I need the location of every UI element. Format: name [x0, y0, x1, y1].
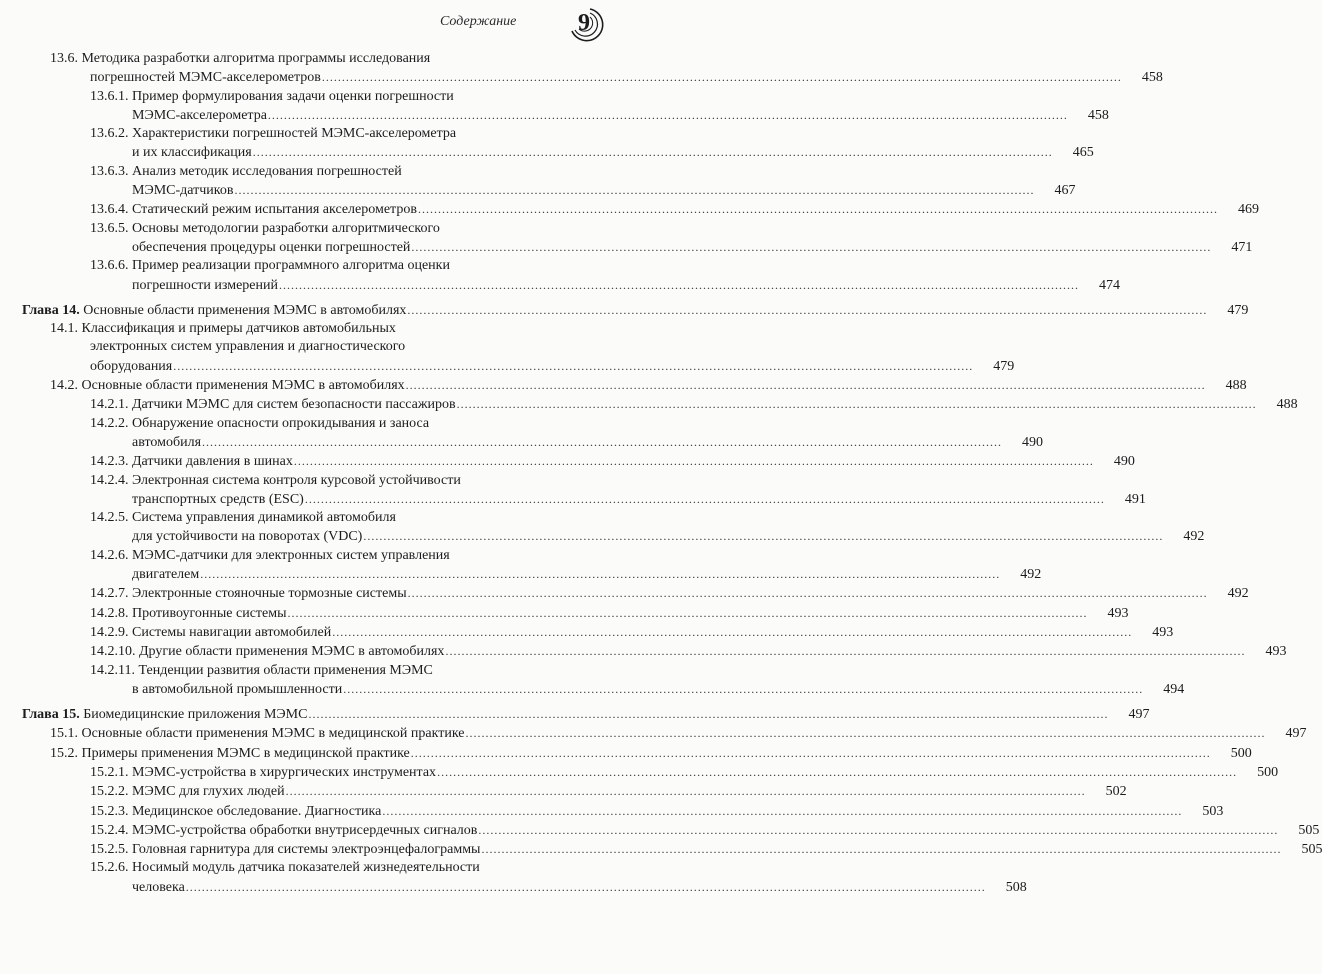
- toc-section-entry[interactable]: [0, 376, 1247, 395]
- leader-dots: ........................................................................................................................................................................................................: [321, 70, 1122, 85]
- leader-dots: ........................................................................................................................................................................................................: [445, 644, 1246, 659]
- toc-chapter-entry[interactable]: [0, 705, 1150, 724]
- leader-dots: ........................................................................................................................................................................................................: [185, 879, 986, 894]
- toc-entry-text: 13.6.3. Анализ методик исследования погрешностей: [90, 163, 402, 179]
- toc-entry-text: 14.2.9. Системы навигации автомобилей: [90, 624, 332, 640]
- toc-entry-text: погрешностей МЭМС-акселерометров: [90, 70, 321, 86]
- toc-page-number: 500: [1257, 764, 1279, 780]
- toc-page-number: 490: [1113, 454, 1135, 470]
- leader-dots: ........................................................................................................................................................................................................: [287, 605, 1088, 620]
- toc-entry-text: 14.2. Основные области применения МЭМС в автомобилях: [50, 378, 405, 394]
- toc-entry-text: 15.2.6. Носимый модуль датчика показателей жизнедеятельности: [90, 860, 480, 876]
- toc-subsection-entry[interactable]: [0, 642, 1287, 661]
- leader-dots: ........................................................................................................................................................................................................: [308, 707, 1109, 722]
- toc-entry-text: 15.2.3. Медицинское обследование. Диагностика: [90, 803, 382, 819]
- leader-dots: ........................................................................................................................................................................................................: [407, 586, 1208, 601]
- toc-entry-text: 14.2.8. Противоугонные системы: [90, 605, 287, 621]
- toc-page-number: 471: [1231, 239, 1253, 255]
- toc-section-entry[interactable]: [0, 744, 1252, 763]
- toc-subsection-entry[interactable]: [0, 840, 1322, 859]
- leader-dots: ........................................................................................................................................................................................................: [200, 567, 1001, 582]
- toc-page-number: 488: [1276, 397, 1298, 413]
- toc-entry-text: автомобиля: [132, 434, 202, 450]
- toc-page-number: 497: [1128, 707, 1150, 723]
- toc-entry-text: человека: [132, 879, 185, 895]
- toc-page-number: 493: [1265, 644, 1287, 660]
- toc-entry-text: МЭМС-датчиков: [132, 183, 234, 199]
- leader-dots: ........................................................................................................................................................................................................: [410, 745, 1211, 760]
- toc-page-number: 467: [1054, 183, 1076, 199]
- toc-subsection-entry[interactable]: [0, 509, 1205, 547]
- leader-dots: ........................................................................................................................................................................................................: [293, 454, 1094, 469]
- page-number: [566, 5, 606, 45]
- toc-page-number: 505: [1301, 842, 1322, 858]
- toc-page-number: 479: [1227, 302, 1249, 318]
- toc-page-number: 465: [1072, 145, 1094, 161]
- toc-section-entry[interactable]: [0, 320, 1015, 376]
- toc-entry-text: 14.2.4. Электронная система контроля курсовой устойчивости: [90, 472, 461, 488]
- toc-entry-text: оборудования: [90, 358, 173, 374]
- toc-page-number: 492: [1183, 529, 1205, 545]
- leader-dots: ........................................................................................................................................................................................................: [285, 784, 1086, 799]
- toc-subsection-entry[interactable]: [0, 415, 1044, 453]
- leader-dots: ........................................................................................................................................................................................................: [304, 491, 1105, 506]
- leader-dots: ........................................................................................................................................................................................................: [173, 358, 974, 373]
- page-number-value: 9: [578, 10, 590, 36]
- leader-dots: ........................................................................................................................................................................................................: [405, 378, 1206, 393]
- toc-entry-text: 14.2.5. Система управления динамикой автомобиля: [90, 510, 396, 526]
- toc-entry-text: 13.6.6. Пример реализации программного алгоритма оценки: [90, 258, 450, 274]
- toc-entry-text: погрешности измерений: [132, 277, 278, 293]
- toc-subsection-entry[interactable]: [0, 472, 1146, 510]
- toc-entry-text: 14.2.3. Датчики давления в шинах: [90, 454, 293, 470]
- toc-subsection-entry[interactable]: [0, 452, 1135, 471]
- toc-page-number: 474: [1098, 277, 1120, 293]
- toc-section-entry[interactable]: [0, 50, 1163, 88]
- leader-dots: ........................................................................................................................................................................................................: [478, 822, 1279, 837]
- toc-subsection-entry[interactable]: [0, 257, 1120, 295]
- leader-dots: ........................................................................................................................................................................................................: [456, 397, 1257, 412]
- toc-chapter-entry[interactable]: [0, 301, 1249, 320]
- toc-entry-text: 15.2.2. МЭМС для глухих людей: [90, 784, 285, 800]
- leader-dots: ........................................................................................................................................................................................................: [437, 764, 1238, 779]
- toc-page-number: 488: [1225, 378, 1247, 394]
- toc-subsection-entry[interactable]: [0, 763, 1279, 782]
- toc-entry-text: электронных систем управления и диагностического: [90, 339, 406, 355]
- leader-dots: ........................................................................................................................................................................................................: [202, 434, 1003, 449]
- toc-subsection-entry[interactable]: [0, 163, 1076, 201]
- toc-entry-text: в автомобильной промышленности: [132, 681, 343, 697]
- toc-entry-text: 13.6.1. Пример формулирования задачи оценки погрешности: [90, 88, 454, 104]
- toc-page-number: 458: [1087, 107, 1109, 123]
- leader-dots: ........................................................................................................................................................................................................: [407, 302, 1208, 317]
- toc-page-number: 494: [1163, 681, 1185, 697]
- toc-entry-text: двигателем: [132, 567, 200, 583]
- toc-entry-text: 15.2.4. МЭМС-устройства обработки внутрисердечных сигналов: [90, 822, 478, 838]
- toc-entry-text: 14.2.7. Электронные стояночные тормозные системы: [90, 586, 407, 602]
- leader-dots: ........................................................................................................................................................................................................: [332, 624, 1133, 639]
- toc-subsection-entry[interactable]: [0, 821, 1320, 840]
- toc-page-number: 508: [1005, 879, 1027, 895]
- toc-entry-text: 13.6.4. Статический режим испытания акселерометров: [90, 202, 417, 218]
- chapter-number: Глава 14.: [22, 302, 80, 318]
- leader-dots: ........................................................................................................................................................................................................: [382, 803, 1183, 818]
- toc-subsection-entry[interactable]: [0, 220, 1253, 258]
- leader-dots: ........................................................................................................................................................................................................: [465, 726, 1266, 741]
- leader-dots: ........................................................................................................................................................................................................: [481, 842, 1282, 857]
- toc-entry-text: и их классификация: [132, 145, 252, 161]
- toc-entry-text: 14.2.11. Тенденции развития области применения МЭМС: [90, 662, 433, 678]
- toc-subsection-entry[interactable]: [0, 200, 1259, 219]
- toc-subsection-entry[interactable]: [0, 547, 1042, 585]
- toc-page-number: 500: [1230, 745, 1252, 761]
- toc-subsection-entry[interactable]: [0, 125, 1094, 163]
- chapter-number: Глава 15.: [22, 707, 80, 723]
- toc-page-number: 493: [1152, 624, 1174, 640]
- toc-page-number: 497: [1285, 726, 1307, 742]
- toc-section-entry[interactable]: [0, 724, 1307, 743]
- running-header-title: Содержание: [440, 14, 517, 29]
- toc-subsection-entry[interactable]: [0, 662, 1185, 700]
- toc-page-number: 458: [1141, 70, 1163, 86]
- toc-entry-text: 14.2.1. Датчики МЭМС для систем безопасности пассажиров: [90, 397, 456, 413]
- toc-entry-text: для устойчивости на поворотах (VDC): [132, 529, 363, 545]
- toc-subsection-entry[interactable]: [0, 604, 1129, 623]
- toc-entry-text: МЭМС-акселерометра: [132, 107, 267, 123]
- toc-subsection-entry[interactable]: [0, 623, 1174, 642]
- toc-entry-text: 15.2.5. Головная гарнитура для системы электроэнцефалограммы: [90, 842, 481, 858]
- toc-subsection-entry[interactable]: [0, 88, 1109, 126]
- toc-entry-text: Основные области применения МЭМС в автомобилях: [83, 302, 407, 318]
- toc-entry-text: обеспечения процедуры оценки погрешностей: [132, 239, 411, 255]
- leader-dots: ........................................................................................................................................................................................................: [267, 107, 1068, 122]
- toc-page-number: 505: [1298, 822, 1320, 838]
- toc-subsection-entry[interactable]: [0, 782, 1127, 801]
- toc-page-number: 493: [1107, 605, 1129, 621]
- toc-entry-text: 13.6. Методика разработки алгоритма программы исследования: [50, 51, 431, 66]
- toc-subsection-entry[interactable]: [0, 859, 1027, 897]
- leader-dots: ........................................................................................................................................................................................................: [417, 202, 1218, 217]
- toc-entry-text: 14.2.2. Обнаружение опасности опрокидывания и заноса: [90, 415, 430, 431]
- toc-page-number: 479: [993, 358, 1015, 374]
- toc-entry-text: 15.1. Основные области применения МЭМС в медицинской практике: [50, 726, 465, 742]
- leader-dots: ........................................................................................................................................................................................................: [411, 239, 1212, 254]
- table-of-contents: [0, 50, 1322, 897]
- toc-page-number: 492: [1020, 567, 1042, 583]
- toc-entry-text: 15.2. Примеры применения МЭМС в медицинской практике: [50, 745, 410, 761]
- toc-entry-text: 14.1. Классификация и примеры датчиков автомобильных: [50, 321, 396, 337]
- toc-entry-text: 13.6.5. Основы методологии разработки алгоритмического: [90, 220, 440, 236]
- toc-page-number: 503: [1202, 803, 1224, 819]
- toc-page-number: 502: [1105, 784, 1127, 800]
- toc-subsection-entry[interactable]: [0, 584, 1249, 603]
- toc-page-number: 492: [1227, 586, 1249, 602]
- leader-dots: ........................................................................................................................................................................................................: [252, 145, 1053, 160]
- toc-entry-text: 13.6.2. Характеристики погрешностей МЭМС-акселерометра: [90, 126, 457, 142]
- toc-subsection-entry[interactable]: [0, 802, 1224, 821]
- toc-page-number: 469: [1237, 202, 1259, 218]
- toc-page-number: 490: [1022, 434, 1044, 450]
- leader-dots: ........................................................................................................................................................................................................: [278, 277, 1079, 292]
- toc-entry-text: 15.2.1. МЭМС-устройства в хирургических инструментах: [90, 764, 437, 780]
- leader-dots: ........................................................................................................................................................................................................: [343, 681, 1144, 696]
- leader-dots: ........................................................................................................................................................................................................: [363, 529, 1164, 544]
- toc-page-number: 491: [1124, 491, 1146, 507]
- toc-entry-text: Биомедицинские приложения МЭМС: [83, 707, 308, 723]
- toc-subsection-entry[interactable]: [0, 395, 1298, 414]
- toc-entry-text: 14.2.10. Другие области применения МЭМС в автомобилях: [90, 644, 445, 660]
- toc-entry-text: 14.2.6. МЭМС-датчики для электронных систем управления: [90, 547, 450, 563]
- toc-entry-text: транспортных средств (ESC): [132, 491, 304, 507]
- leader-dots: ........................................................................................................................................................................................................: [234, 183, 1035, 198]
